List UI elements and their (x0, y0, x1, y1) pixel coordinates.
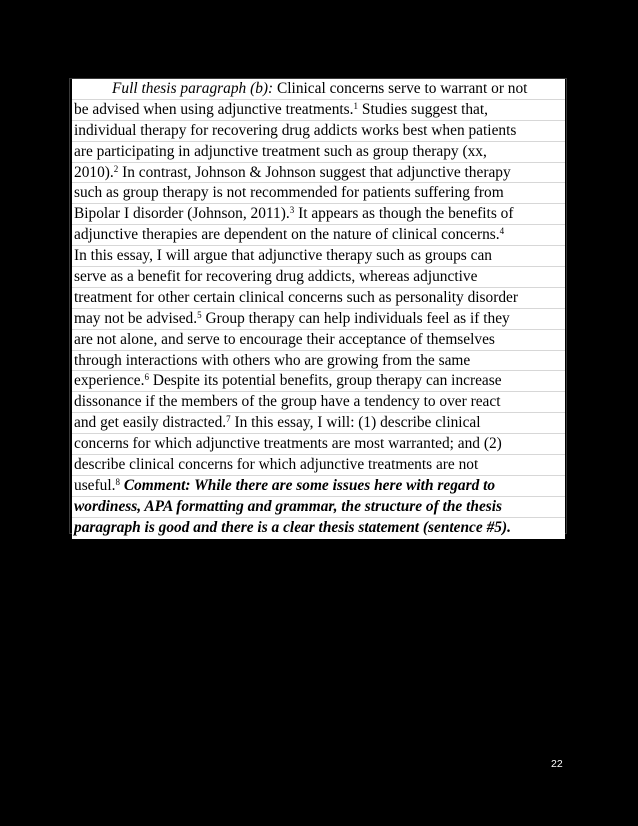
paragraph-line (72, 288, 565, 309)
footnote-marker: 4 (499, 226, 505, 237)
footnote-marker: 6 (144, 372, 149, 383)
footnote-marker: 2 (113, 163, 119, 174)
paragraph-line (72, 79, 565, 100)
paragraph-text: 2010). (74, 163, 114, 181)
paragraph-text: In this essay, I will argue that adjunctive therapy such as groups can (74, 247, 492, 265)
paragraph-line (72, 455, 565, 476)
paragraph-line (72, 121, 565, 142)
paragraph-text: such as group therapy is not recommended for patients suffering from (74, 184, 504, 202)
paragraph-line (72, 518, 565, 539)
paragraph-line (72, 309, 565, 330)
paragraph-line (72, 476, 565, 497)
paragraph-text: are not alone, and serve to encourage their acceptance of themselves (74, 330, 495, 348)
paragraph-line (72, 246, 565, 267)
paragraph-text: are participating in adjunctive treatment such as group therapy (xx, (74, 142, 487, 160)
paragraph-line (72, 413, 565, 434)
footnote-marker: 3 (289, 205, 295, 216)
paragraph-line (72, 100, 565, 121)
paragraph-text: adjunctive therapies are dependent on the nature of clinical concerns. (74, 226, 500, 244)
footnote-marker: 5 (197, 309, 202, 320)
paragraph-line (72, 392, 565, 413)
comment-text: Comment: While there are some issues here with regard to (123, 476, 496, 494)
paragraph-text: concerns for which adjunctive treatments are most warranted; and (2) (74, 435, 502, 453)
paragraph-text: serve as a benefit for recovering drug addicts, whereas adjunctive (74, 268, 478, 286)
paragraph-text: describe clinical concerns for which adjunctive treatments are not (74, 456, 479, 474)
paragraph-line (72, 183, 565, 204)
paragraph-text: In contrast, Johnson & Johnson suggest that adjunctive therapy (118, 163, 511, 181)
paragraph-text: It appears as though the benefits of (294, 205, 514, 223)
paragraph-text: In this essay, I will: (1) describe clinical (230, 414, 481, 432)
paragraph-text: useful. (74, 476, 116, 494)
paragraph-line (72, 497, 565, 518)
comment-text: wordiness, APA formatting and grammar, the structure of the thesis (74, 497, 503, 515)
thesis-paragraph (72, 79, 565, 539)
paragraph-text: treatment for other certain clinical concerns such as personality disorder (74, 288, 519, 306)
paragraph-text: Group therapy can help individuals feel as if they (201, 309, 510, 327)
paragraph-heading: Full thesis paragraph (b): (112, 80, 274, 97)
paragraph-text: may not be advised. (74, 309, 198, 327)
footnote-marker: 7 (226, 414, 231, 425)
paragraph-text: through interactions with others who are growing from the same (74, 351, 471, 369)
paragraph-text: Despite its potential benefits, group therapy can increase (149, 372, 502, 390)
paragraph-text: experience. (74, 372, 145, 390)
paragraph-line (72, 163, 565, 184)
page-number: 22 (551, 758, 563, 770)
paragraph-line (72, 225, 565, 246)
comment-text: paragraph is good and there is a clear thesis statement (sentence #5). (74, 518, 511, 536)
paragraph-text: Clinical concerns serve to warrant or not (273, 80, 528, 97)
paragraph-line (72, 204, 565, 225)
paragraph-line (72, 267, 565, 288)
paragraph-line (72, 142, 565, 163)
paragraph-text: be advised when using adjunctive treatments. (74, 100, 354, 118)
paragraph-line (72, 330, 565, 351)
paragraph-line (72, 351, 565, 372)
paragraph-text: Bipolar I disorder (Johnson, 2011). (74, 205, 290, 223)
footnote-marker: 8 (115, 476, 120, 487)
paragraph-text: and get easily distracted. (74, 414, 227, 432)
paragraph-text: Studies suggest that, (358, 100, 488, 118)
paragraph-line (72, 371, 565, 392)
paragraph-text: individual therapy for recovering drug addicts works best when patients (74, 121, 517, 139)
paragraph-text: dissonance if the members of the group have a tendency to over react (74, 393, 501, 411)
paragraph-line (72, 434, 565, 455)
footnote-marker: 1 (353, 100, 359, 111)
